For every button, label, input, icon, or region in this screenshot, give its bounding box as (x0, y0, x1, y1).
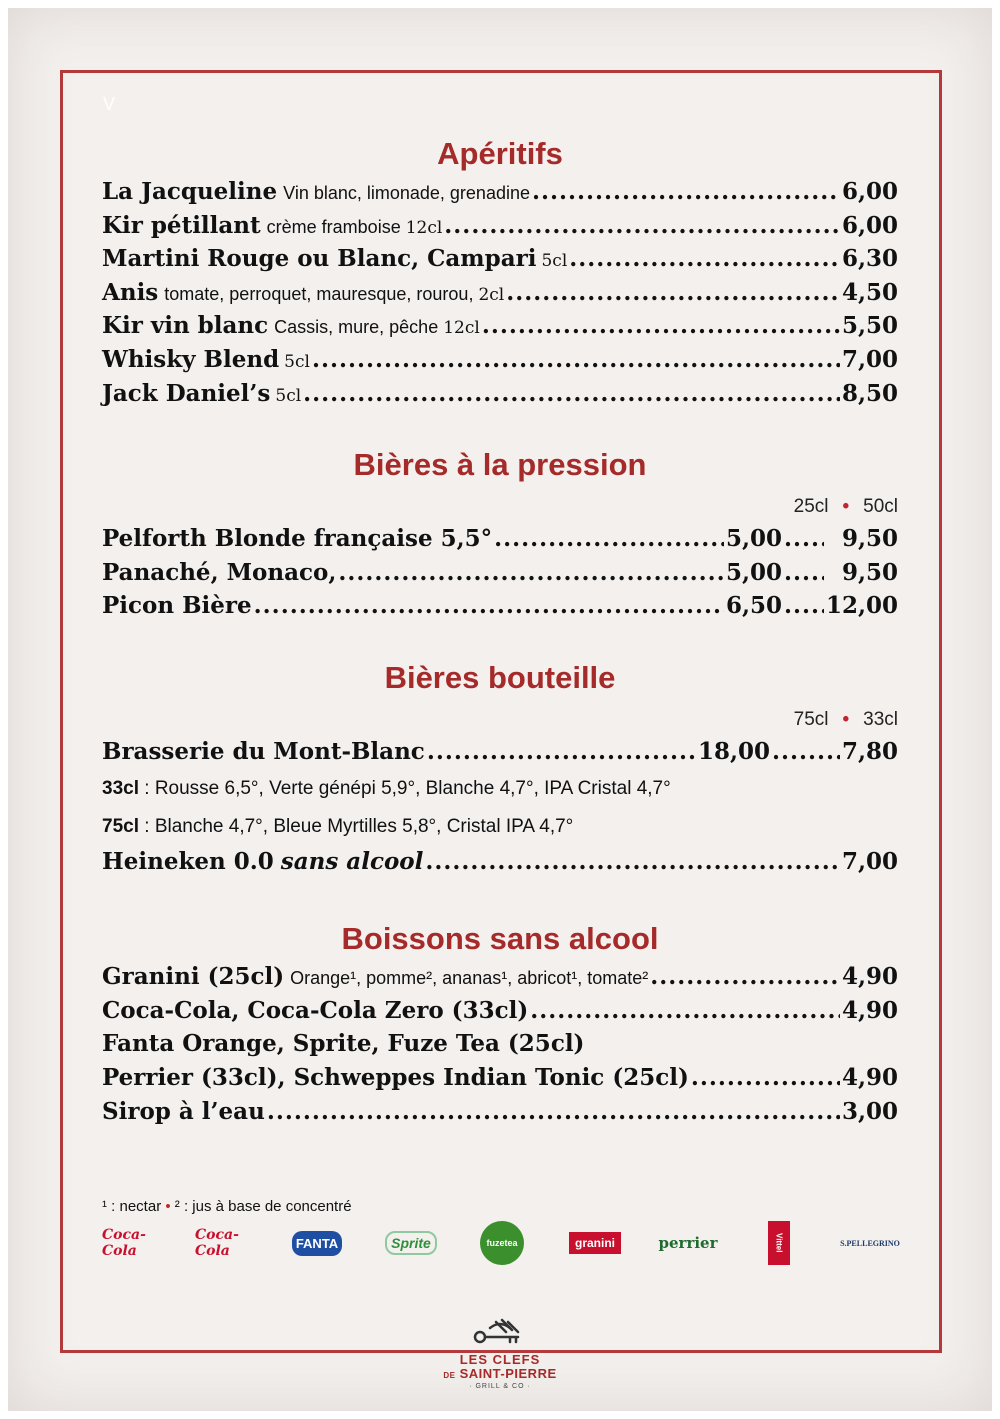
item-price: 6,30 (841, 245, 898, 273)
menu-item-aperitif (102, 380, 898, 414)
size-33cl: 33cl (863, 708, 898, 730)
item-price-50cl: 9,50 (841, 525, 898, 553)
item-price: 7,00 (841, 345, 898, 373)
vittel-logo: Vittel (762, 1218, 796, 1268)
leader-dots (267, 1098, 840, 1125)
leader-dots (650, 963, 840, 990)
item-name: Heineken 0.0 (102, 847, 274, 875)
menu-item-aperitif (102, 178, 898, 212)
leader-dots (494, 525, 724, 552)
menu-item-aperitif (102, 212, 898, 246)
brand-saint-pierre: SAINT-PIERRE (459, 1366, 557, 1381)
item-name: Panaché, Monaco, (102, 558, 337, 586)
footnote-nectar: ¹ : nectar (102, 1198, 162, 1215)
leader-dots (254, 592, 724, 619)
brand-line-2 (440, 1367, 560, 1383)
leader-dots (784, 559, 824, 586)
leader-dots (425, 848, 840, 875)
item-price-75cl: 18,00 (697, 737, 770, 765)
menu-item-aperitif (102, 245, 898, 279)
item-price: 6,00 (841, 211, 898, 239)
coca-cola-zero-logo: Coca-Cola (195, 1227, 239, 1259)
item-desc: crème framboise (266, 216, 401, 237)
menu-item-coca (102, 997, 898, 1031)
menu-item-pression (102, 559, 898, 593)
pression-list (102, 525, 898, 626)
section-title-pression: Bières à la pression (353, 447, 647, 483)
sprite-logo: Sprite (385, 1218, 437, 1268)
separator-dot: • (165, 1198, 171, 1215)
item-price: 4,50 (841, 278, 898, 306)
leader-dots (784, 525, 824, 552)
item-volume: 2cl (478, 284, 505, 305)
item-name: Whisky Blend (102, 345, 280, 373)
restaurant-logo (440, 1318, 560, 1390)
brand-line-3: · GRILL & CO · (469, 1383, 531, 1390)
leader-dots (772, 738, 840, 765)
size-50cl: 50cl (863, 496, 898, 518)
info-text: : Rousse 6,5°, Verte génépi 5,9°, Blanche 4,7°, IPA Cristal 4,7° (138, 777, 671, 799)
item-name: Picon Bière (102, 592, 252, 620)
brand-de: DE (443, 1371, 456, 1380)
item-volume: 5cl (275, 385, 302, 406)
footnote (102, 1198, 352, 1215)
menu-item-aperitif (102, 279, 898, 313)
granini-logo: granini (563, 1218, 627, 1268)
menu-item-granini (102, 963, 898, 997)
item-volume: 5cl (541, 251, 568, 272)
item-price: 3,00 (841, 1097, 898, 1125)
corner-mark: V (103, 94, 116, 114)
info-33cl (102, 772, 898, 810)
leader-dots (482, 312, 840, 339)
info-label: 75cl (102, 815, 139, 837)
leader-dots (569, 245, 840, 272)
item-name: Kir pétillant (102, 211, 261, 239)
item-name: Granini (25cl) (102, 963, 285, 991)
item-name: Kir vin blanc (102, 312, 269, 340)
aperitifs-list (102, 178, 898, 413)
item-price-25cl: 6,50 (725, 592, 782, 620)
leader-dots (312, 346, 840, 373)
item-price: 4,90 (841, 1063, 898, 1091)
keys-icon (460, 1318, 540, 1348)
section-title-bouteille: Bières bouteille (384, 659, 616, 695)
item-name: Pelforth Blonde française 5,5° (102, 525, 493, 553)
item-name: Anis (102, 278, 159, 306)
item-desc: Orange¹, pomme², ananas¹, abricot¹, tomate² (290, 968, 649, 989)
leader-dots (303, 380, 840, 407)
menu-item-fanta (102, 1030, 898, 1064)
info-75cl (102, 810, 898, 848)
menu-item-pression (102, 592, 898, 626)
item-price-33cl: 7,80 (841, 737, 898, 765)
item-desc: tomate, perroquet, mauresque, rourou, (164, 283, 474, 304)
item-price-25cl: 5,00 (725, 525, 782, 553)
separator-dot: • (842, 708, 850, 730)
leader-dots (532, 178, 840, 205)
menu-item-perrier (102, 1064, 898, 1098)
item-desc: Cassis, mure, pêche (274, 317, 439, 338)
item-name: Coca-Cola, Coca-Cola Zero (33cl) (102, 996, 529, 1024)
item-desc: sans alcool (280, 847, 424, 875)
info-text: : Blanche 4,7°, Bleue Myrtilles 5,8°, Cristal IPA 4,7° (138, 815, 574, 837)
menu-item-heineken (102, 848, 898, 882)
leader-dots (530, 997, 840, 1024)
menu-item-sirop (102, 1098, 898, 1132)
item-price: 8,50 (841, 379, 898, 407)
item-price: 4,90 (841, 963, 898, 991)
item-name: Sirop à l’eau (102, 1097, 265, 1125)
bouteille-sizes (102, 702, 898, 738)
item-price-25cl: 5,00 (725, 558, 782, 586)
item-volume: 5cl (284, 351, 310, 372)
leader-dots (444, 212, 840, 239)
menu-item-aperitif (102, 312, 898, 346)
info-label: 33cl (102, 777, 139, 799)
item-name: Jack Daniel’s (102, 379, 271, 407)
footnote-concentre: ² : jus à base de concentré (174, 1198, 352, 1215)
leader-dots (506, 279, 840, 306)
perrier-logo: perrier (658, 1234, 718, 1252)
section-title-soft: Boissons sans alcool (341, 921, 659, 957)
fanta-logo: FANTA (292, 1218, 342, 1268)
size-75cl: 75cl (793, 708, 829, 730)
section-title-aperitifs: Apéritifs (437, 136, 563, 171)
separator-dot: • (842, 496, 850, 518)
menu-content (102, 130, 898, 1131)
leader-dots (338, 559, 724, 586)
menu-item-aperitif (102, 346, 898, 380)
brand-line-1: LES CLEFS (459, 1352, 541, 1367)
brand-logos (102, 1218, 902, 1268)
fuze-tea-logo: fuzetea (478, 1218, 526, 1268)
menu-item-pression (102, 525, 898, 559)
leader-dots (691, 1064, 840, 1091)
menu-item-brasserie (102, 738, 898, 772)
item-name: Brasserie du Mont-Blanc (102, 737, 425, 765)
item-price-50cl: 9,50 (841, 558, 898, 586)
san-pellegrino-logo: S.PELLEGRINO (840, 1238, 900, 1248)
item-name: Martini Rouge ou Blanc, Campari (102, 245, 537, 273)
item-price: 5,50 (841, 312, 898, 340)
item-price-50cl: 12,00 (825, 592, 898, 620)
item-name: La Jacqueline (102, 178, 278, 205)
item-volume: 12cl (443, 318, 480, 339)
item-name: Fanta Orange, Sprite, Fuze Tea (25cl) (102, 1030, 585, 1058)
coca-cola-logo: Coca-Cola (102, 1227, 146, 1259)
pression-sizes (102, 489, 898, 525)
item-price: 7,00 (841, 847, 898, 875)
item-price: 4,90 (841, 996, 898, 1024)
item-price: 6,00 (841, 178, 898, 205)
leader-dots (427, 738, 696, 765)
item-volume: 12cl (405, 217, 443, 238)
leader-dots (784, 592, 824, 619)
item-name: Perrier (33cl), Schweppes Indian Tonic (25cl) (102, 1063, 689, 1091)
item-desc: Vin blanc, limonade, grenadine (283, 183, 530, 203)
size-25cl: 25cl (793, 496, 829, 518)
